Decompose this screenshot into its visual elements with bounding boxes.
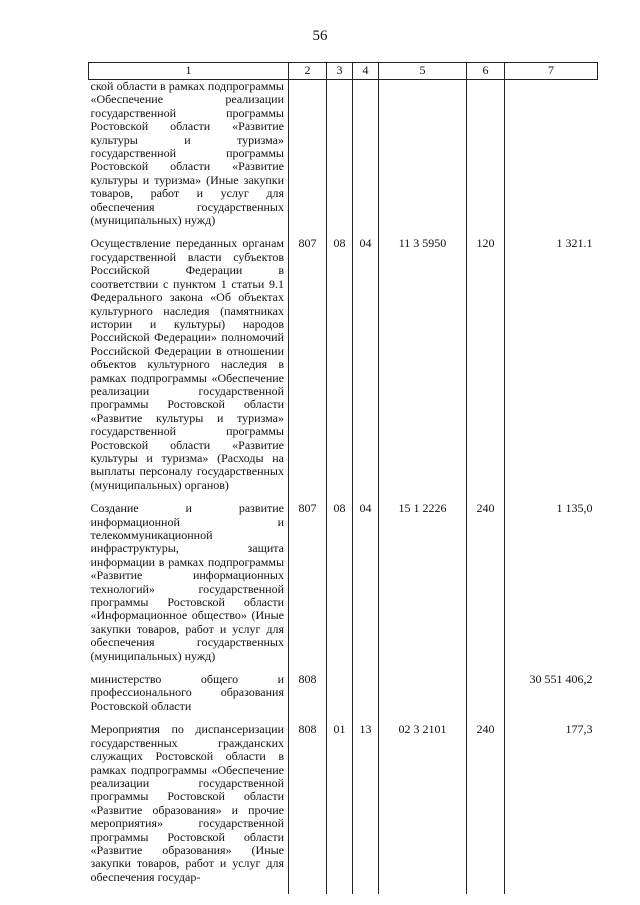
column-header-7: 7 xyxy=(505,63,598,80)
row-code-ministry: 807 xyxy=(289,502,327,673)
table-row xyxy=(89,80,598,238)
row-code-expense-type xyxy=(467,673,505,723)
column-header-2: 2 xyxy=(289,63,327,80)
row-code-ministry: 808 xyxy=(289,723,327,894)
row-amount: 1 321.1 xyxy=(505,237,598,502)
row-description: ской области в рамках подпрограммы «Обеспечение реализации государственной программы Ростовской области «Развитие культуры и туризма» государственной программы Ростовской области «Развитие культуры и туризма» (Иные закупки товаров, работ и услуг для обеспечения государственных (муниципальных) нужд) xyxy=(89,80,289,238)
table-row xyxy=(89,673,598,723)
row-code-section: 08 xyxy=(327,237,353,502)
table-row xyxy=(89,237,598,502)
row-code-expense-type xyxy=(467,80,505,238)
row-code-ministry xyxy=(289,80,327,238)
column-header-3: 3 xyxy=(327,63,353,80)
row-code-ministry: 807 xyxy=(289,237,327,502)
row-code-expense-type: 240 xyxy=(467,723,505,894)
row-code-subsection xyxy=(353,673,379,723)
row-code-section xyxy=(327,673,353,723)
row-amount: 30 551 406,2 xyxy=(505,673,598,723)
column-header-5: 5 xyxy=(379,63,467,80)
row-amount: 1 135,0 xyxy=(505,502,598,673)
row-code-expense-type: 240 xyxy=(467,502,505,673)
row-description: Осуществление переданных органам государственной власти субъектов Российской Федерации в соответствии с пунктом 1 статьи 9.1 Федерального закона «Об объектах культурного наследия (памятниках истории и культуры) народов Российской Федерации» полномочий Российской Федерации в отношении объектов культурного наследия в рамках подпрограммы «Обеспечение реализации государственной программы Ростовской области «Развитие культуры и туризма» государственной программы Ростовской области «Развитие культуры и туризма» (Расходы на выплаты персоналу государственных (муниципальных) органов) xyxy=(89,237,289,502)
page-number: 56 xyxy=(312,28,328,44)
row-code-subsection: 13 xyxy=(353,723,379,894)
budget-table xyxy=(88,62,598,894)
table-row xyxy=(89,723,598,894)
row-code-target: 11 3 5950 xyxy=(379,237,467,502)
row-code-subsection xyxy=(353,80,379,238)
row-code-target: 02 3 2101 xyxy=(379,723,467,894)
row-amount xyxy=(505,80,598,238)
row-code-section xyxy=(327,80,353,238)
row-code-target xyxy=(379,673,467,723)
row-code-target xyxy=(379,80,467,238)
row-description: Создание и развитие информационной и телекоммуникационной инфраструктуры, защита информации в рамках подпрограммы «Развитие информационных технологий» государственной программы Ростовской области «Информационное общество» (Иные закупки товаров, работ и услуг для обеспечения государственных (муниципальных) нужд) xyxy=(89,502,289,673)
row-code-expense-type: 120 xyxy=(467,237,505,502)
row-code-ministry: 808 xyxy=(289,673,327,723)
table-header-row xyxy=(89,63,598,80)
table-row xyxy=(89,502,598,673)
row-code-target: 15 1 2226 xyxy=(379,502,467,673)
row-code-section: 08 xyxy=(327,502,353,673)
row-code-section: 01 xyxy=(327,723,353,894)
column-header-6: 6 xyxy=(467,63,505,80)
column-header-1: 1 xyxy=(89,63,289,80)
row-description: Мероприятия по диспансеризации государственных гражданских служащих Ростовской области в рамках подпрограммы «Обеспечение реализации государственной программы Ростовской области «Развитие образования» и прочие мероприятия» государственной программы Ростовской области «Развитие образования» (Иные закупки товаров, работ и услуг для обеспечения государ- xyxy=(89,723,289,894)
row-amount: 177,3 xyxy=(505,723,598,894)
row-code-subsection: 04 xyxy=(353,237,379,502)
row-description: министерство общего и профессионального образования Ростовской области xyxy=(89,673,289,723)
row-code-subsection: 04 xyxy=(353,502,379,673)
column-header-4: 4 xyxy=(353,63,379,80)
